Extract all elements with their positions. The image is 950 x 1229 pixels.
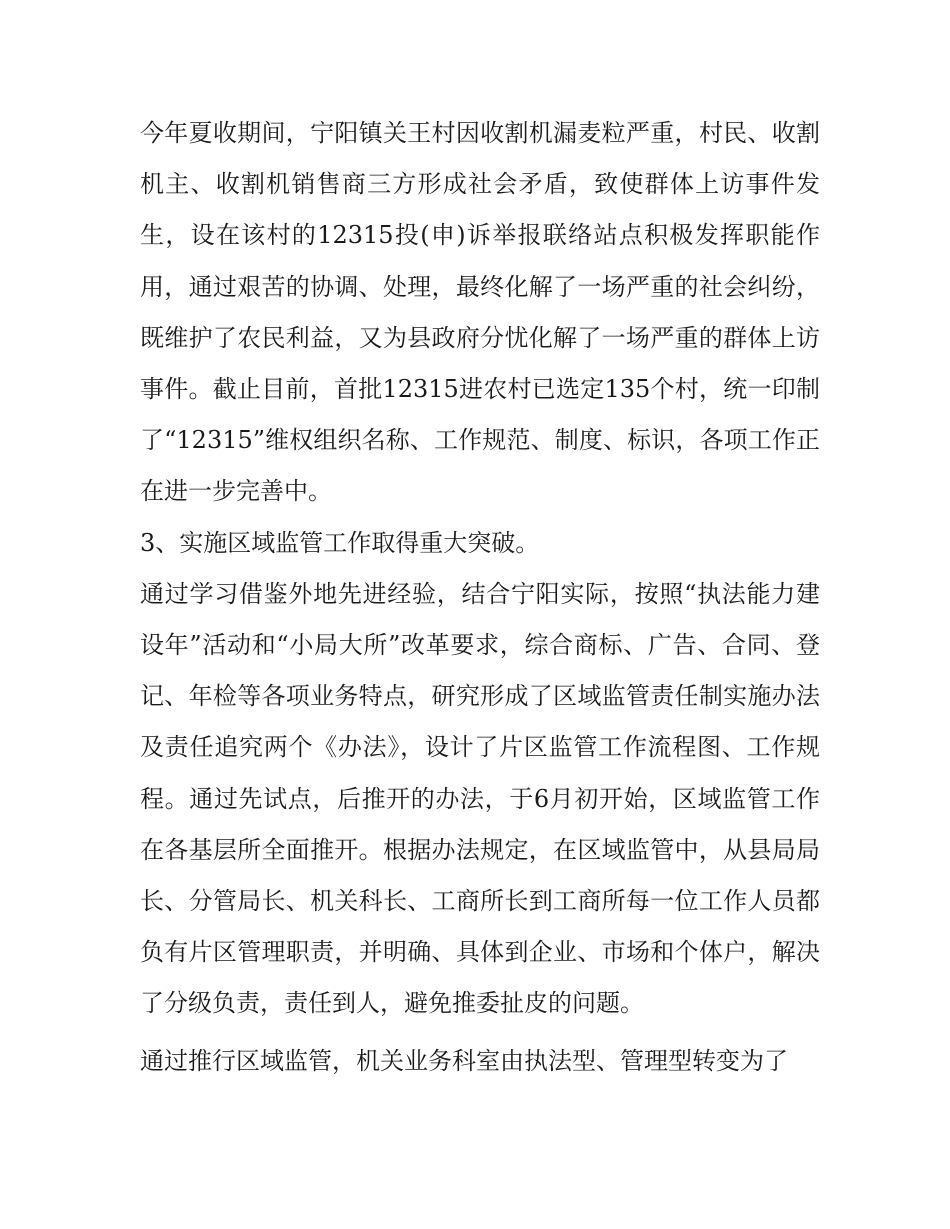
section-heading-regional-supervision: 3、实施区域监管工作取得重大突破。: [140, 528, 540, 557]
paragraph-regional-supervision-results: 通过推行区域监管，机关业务科室由执法型、管理型转变为了: [140, 1046, 788, 1075]
paragraph-regional-supervision-implementation: 通过学习借鉴外地先进经验，结合宁阳实际，按照“执法能力建设年”活动和“小局大所”改革要求，综合商标、广告、合同、登记、年检等各项业务特点，研究形成了区域监管责任制实施办法及责任追究两个《办法》，设计了片区监管工作流程图、工作规程。通过先试点，后推开的办法，于6月初开始，区域监管工作在各基层所全面推开。根据办法规定，在区域监管中，从县局局长、分管局长、机关科长、工商所长到工商所每一位工作人员都负有片区管理职责，并明确、具体到企业、市场和个体户，解决了分级负责，责任到人，避免推委扯皮的问题。: [140, 579, 820, 1018]
document-body: [140, 108, 820, 1087]
paragraph-consumer-complaint-station: 今年夏收期间，宁阳镇关王村因收割机漏麦粒严重，村民、收割机主、收割机销售商三方形成社会矛盾，致使群体上访事件发生，设在该村的12315投(申)诉举报联络站点积极发挥职能作用，通过艰苦的协调、处理，最终化解了一场严重的社会纠纷，既维护了农民利益，又为县政府分忧化解了一场严重的群体上访事件。截止目前，首批12315进农村已选定135个村，统一印制了“12315”维权组织名称、工作规范、制度、标识，各项工作正在进一步完善中。: [140, 119, 820, 506]
